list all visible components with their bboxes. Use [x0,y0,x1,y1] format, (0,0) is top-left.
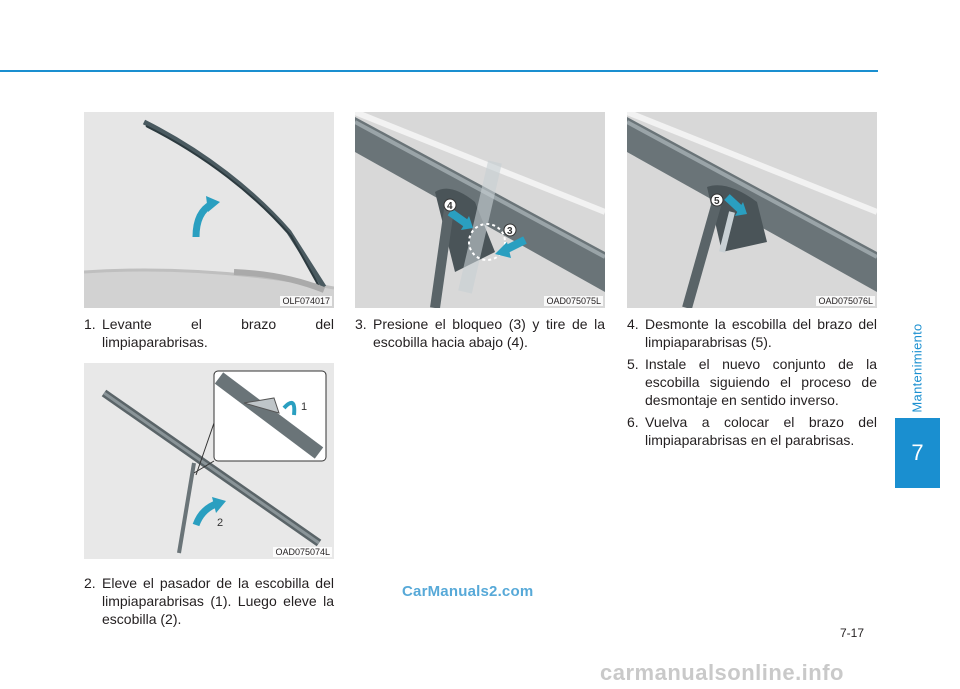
chapter-number: 7 [895,418,940,488]
step-item [84,574,334,628]
watermark-link[interactable]: CarManuals2.com [402,583,534,600]
step-list-col3 [627,315,877,453]
step-number: 3. [355,316,367,332]
callout-4: 4 [447,201,453,212]
step-number: 6. [627,414,639,430]
illustration-press-lock [355,112,605,308]
figure-press-lock [355,112,605,308]
header-rule [0,70,878,72]
step-list-col1-bottom [84,574,334,632]
figure-remove-blade [627,112,877,308]
step-text: Presione el bloqueo (3) y tire de la escobilla hacia abajo (4). [373,316,605,350]
figure-lift-arm [84,112,334,308]
illustration-lift-pin [84,363,334,559]
step-item [627,315,877,351]
step-text: Desmonte la escobilla del brazo del limpiaparabrisas (5). [645,316,877,350]
step-number: 2. [84,575,96,591]
step-text: Eleve el pasador de la escobilla del limpiaparabrisas (1). Luego eleve la escobilla (2). [102,575,334,627]
step-number: 1. [84,316,96,332]
step-text: Instale el nuevo conjunto de la escobilla siguiendo el proceso de desmontaje en sentido inverso. [645,356,877,408]
figure-code: OLF074017 [282,296,330,306]
step-list-col2 [355,315,605,355]
step-number: 5. [627,356,639,372]
illustration-remove-blade [627,112,877,308]
step-item [627,413,877,449]
callout-2: 2 [217,517,224,529]
callout-3: 3 [507,226,513,237]
watermark-footer: carmanualsonline.info [600,660,844,685]
step-list-col1-top [84,315,334,355]
page-number: 7-17 [840,626,865,640]
step-number: 4. [627,316,639,332]
callout-5: 5 [714,196,720,207]
figure-code: OAD075074L [275,547,330,557]
step-item [355,315,605,351]
figure-code: OAD075076L [818,296,873,306]
step-item [84,315,334,351]
figure-lift-pin [84,363,334,559]
step-text: Levante el brazo del limpiaparabrisas. [102,316,334,350]
step-item [627,355,877,409]
step-text: Vuelva a colocar el brazo del limpiaparabrisas en el parabrisas. [645,414,877,448]
figure-code: OAD075075L [546,296,601,306]
section-label: Mantenimiento [909,323,925,413]
callout-1: 1 [301,401,308,413]
illustration-lift-arm [84,112,334,308]
